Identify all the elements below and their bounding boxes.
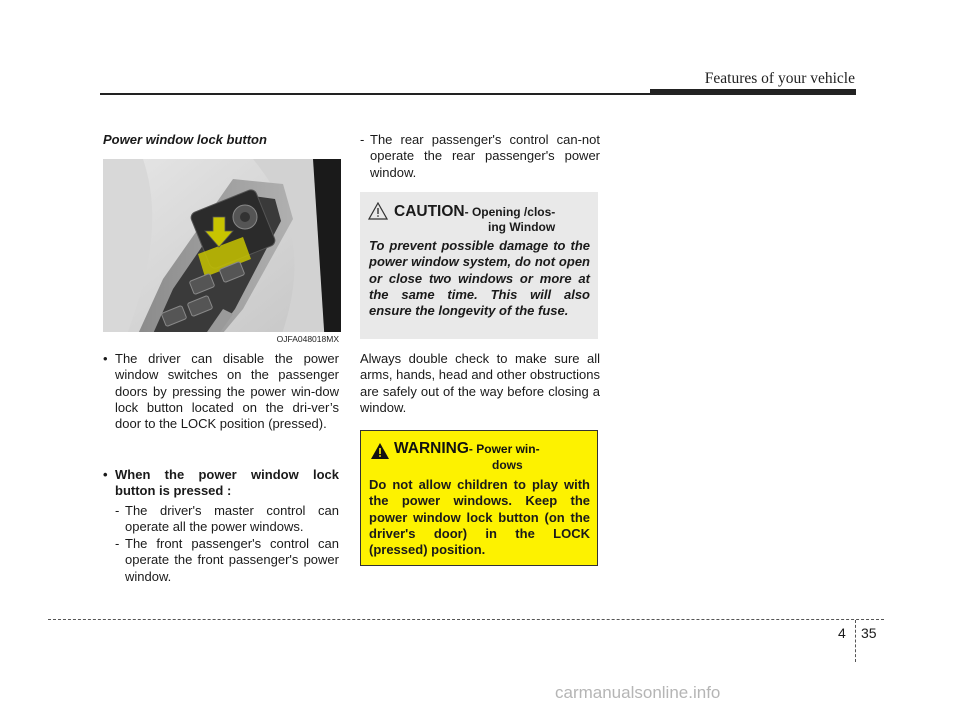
header-title: Features of your vehicle xyxy=(704,70,855,87)
door-panel-illustration xyxy=(103,159,341,345)
figure-code: OJFA048018MX xyxy=(103,332,341,346)
warning-body: Do not allow children to play with the power windows. Keep the power window lock button (on the driver's door) in the LOCK (pressed) position. xyxy=(369,477,590,558)
warning-subtitle: dows xyxy=(492,458,523,472)
page-number-divider xyxy=(855,620,856,662)
caution-triangle-icon xyxy=(368,202,388,220)
section-heading: Power window lock button xyxy=(103,132,267,147)
header-rule xyxy=(100,93,650,95)
sub-item-driver-master: - The driver's master control can operate all the power windows. xyxy=(115,503,339,535)
bullet-driver-disable: • The driver can disable the power window switches on the passenger doors by pressing the power win-dow lock button located on the dri-ver’s door to the LOCK position (pressed). xyxy=(103,351,339,432)
watermark: carmanualsonline.info xyxy=(555,683,721,702)
caution-subtitle: ing Window xyxy=(488,220,556,234)
caution-title: CAUTION- Opening /clos- xyxy=(394,203,556,220)
door-switch-photo xyxy=(103,159,341,345)
header-bar xyxy=(650,89,856,95)
page-number: 35 xyxy=(861,625,877,641)
warning-triangle-icon xyxy=(370,442,390,460)
safety-paragraph: Always double check to make sure all arms, hands, head and other obstructions are safely out of the way before closing a window. xyxy=(360,351,600,415)
bullet-lock-pressed: • When the power window lock button is pressed : xyxy=(103,467,339,499)
warning-title: WARNING- Power win- xyxy=(394,440,540,457)
sub-item-front-passenger: - The front passenger's control can operate the front passenger's power window. xyxy=(115,536,339,584)
footer-rule xyxy=(48,619,884,620)
sub-item-rear-passenger: - The rear passenger's control can-not operate the rear passenger's power window. xyxy=(360,132,600,180)
chapter-number: 4 xyxy=(838,625,846,641)
caution-body: To prevent possible damage to the power window system, do not open or close two windows or more at the same time. This will also ensure the longevity of the fuse. xyxy=(369,238,590,319)
